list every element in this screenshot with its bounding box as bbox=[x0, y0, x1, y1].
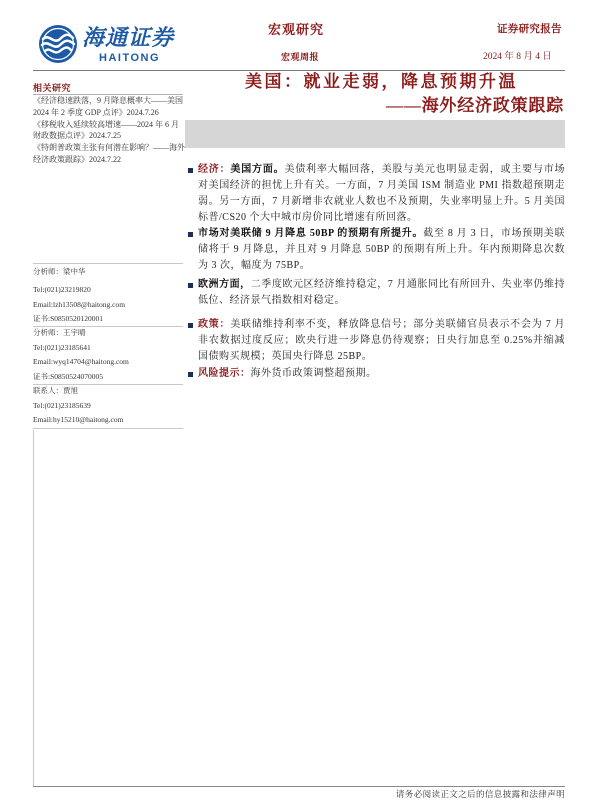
report-category: 宏观研究 bbox=[268, 22, 325, 37]
gray-banner bbox=[185, 120, 565, 148]
related-research-item bbox=[33, 142, 185, 165]
summary-list bbox=[186, 162, 565, 382]
summary-item-lead: 美国方面。 bbox=[230, 164, 285, 175]
related-research-date: 2024.7.25 bbox=[89, 131, 121, 140]
analyst-certificate: 证书:S0850524070005 bbox=[33, 371, 104, 381]
analyst-certificate: 证书:S0850520120001 bbox=[33, 314, 104, 323]
summary-item-text: 截至 8 月 3 日，市场预期美联储将于 9 月降息，并且对 9 月降息 50BP 的预期有所上升。年内预期降息次数为 3 次，幅度为 75BP。 bbox=[198, 228, 565, 271]
report-subcategory: 宏观周报 bbox=[281, 52, 320, 62]
analyst-contact bbox=[33, 326, 183, 384]
related-research-heading: 相关研究 bbox=[33, 83, 72, 93]
summary-item-lead: 市场对美联储 9 月降息 50BP 的预期有所提升。 bbox=[198, 228, 424, 239]
related-research-title: 《经济稳速跌落，9 月降息概率大——美国 2024 年 2 季度 GDP 点评》 bbox=[33, 96, 183, 117]
analyst-contact bbox=[33, 265, 183, 327]
haitong-logo-icon bbox=[38, 24, 78, 64]
related-research-date: 2024.7.22 bbox=[89, 154, 121, 164]
analyst-email: Email:lzh13508@haitong.com bbox=[33, 299, 126, 309]
analyst-name: 分析师：王宇晴 bbox=[33, 328, 86, 337]
summary-item-market bbox=[186, 226, 565, 274]
square-bullet-icon bbox=[188, 372, 193, 377]
report-title: 美国：就业走弱，降息预期升温 bbox=[245, 72, 518, 91]
analyst-email: Email:wyq14704@haitong.com bbox=[33, 357, 129, 366]
summary-item-text: 海外货币政策调整超预期。 bbox=[250, 368, 377, 379]
analyst-phone: Tel:(021)23219820 bbox=[33, 285, 91, 294]
summary-item-risk bbox=[186, 366, 565, 382]
square-bullet-icon bbox=[188, 232, 193, 237]
contacts-divider bbox=[33, 428, 183, 429]
contact-person bbox=[33, 384, 183, 428]
summary-item-label: 经济： bbox=[198, 164, 231, 175]
contact-phone: Tel:(021)23185639 bbox=[33, 400, 91, 410]
summary-item-policy bbox=[186, 317, 565, 365]
related-research-item bbox=[33, 119, 185, 142]
brand-name-cn: 海通证券 bbox=[82, 25, 175, 50]
contacts-divider bbox=[33, 263, 183, 264]
contact-name: 联系人：贾旭 bbox=[33, 386, 78, 395]
summary-item-text: 二季度欧元区经济维持稳定，7 月通胀同比有所回升、失业率仍维持低位、经济景气指数相对稳定。 bbox=[198, 279, 566, 306]
summary-item-text: 美联储维持利率不变，释放降息信号；部分美联储官员表示不会为 7 月非农数据过度反应；欧央行进一步降息仍待观察；日央行加息至 0.25%并缩减国债购买规模；英国央行降息 25BP。 bbox=[198, 319, 566, 362]
brand-name-en: HAITONG bbox=[99, 52, 161, 64]
related-research-date: 2024.7.26 bbox=[126, 107, 159, 117]
summary-item-europe bbox=[186, 277, 565, 309]
square-bullet-icon bbox=[188, 283, 193, 288]
related-research-item bbox=[33, 95, 185, 118]
analyst-name: 分析师：梁中华 bbox=[33, 267, 86, 276]
analyst-phone: Tel:(021)23185641 bbox=[33, 342, 91, 352]
related-research-list bbox=[33, 95, 185, 166]
related-research-title: 《移税收入延续较高增速——2024 年 6 月财政数据点评》 bbox=[33, 119, 179, 140]
summary-item-label: 政策： bbox=[198, 319, 231, 330]
contact-email: Email:hy15210@haitong.com bbox=[33, 415, 124, 424]
footer-divider bbox=[33, 786, 565, 787]
report-subtitle: ——海外经济政策跟踪 bbox=[386, 96, 564, 115]
related-research-title: 《特朗普政策主张有何潜在影响？——海外经济政策跟踪》 bbox=[33, 143, 185, 164]
summary-item-text: 美债利率大幅回落，美股与美元也明显走弱，或主要与市场对美国经济的担忧上升有关。一方面，7 月美国 ISM 制造业 PMI 指数超预期走弱。另一方面，7 月新增非农就业人数也不及预期，失业率明显上升。5 月美国标普/CS20 个大中城市房价同比增速有所回落。 bbox=[198, 164, 566, 223]
square-bullet-icon bbox=[188, 168, 193, 173]
footer-disclaimer: 请务必阅读正文之后的信息披露和法律声明 bbox=[395, 789, 565, 799]
summary-item-lead: 欧洲方面， bbox=[198, 279, 251, 290]
square-bullet-icon bbox=[188, 323, 193, 328]
sidebar-vertical-divider bbox=[33, 430, 34, 786]
summary-item-label: 风险提示： bbox=[198, 368, 251, 379]
summary-item-economy bbox=[186, 162, 565, 226]
report-type-label: 证券研究报告 bbox=[497, 24, 562, 35]
report-date: 2024 年 8 月 4 日 bbox=[483, 52, 552, 62]
